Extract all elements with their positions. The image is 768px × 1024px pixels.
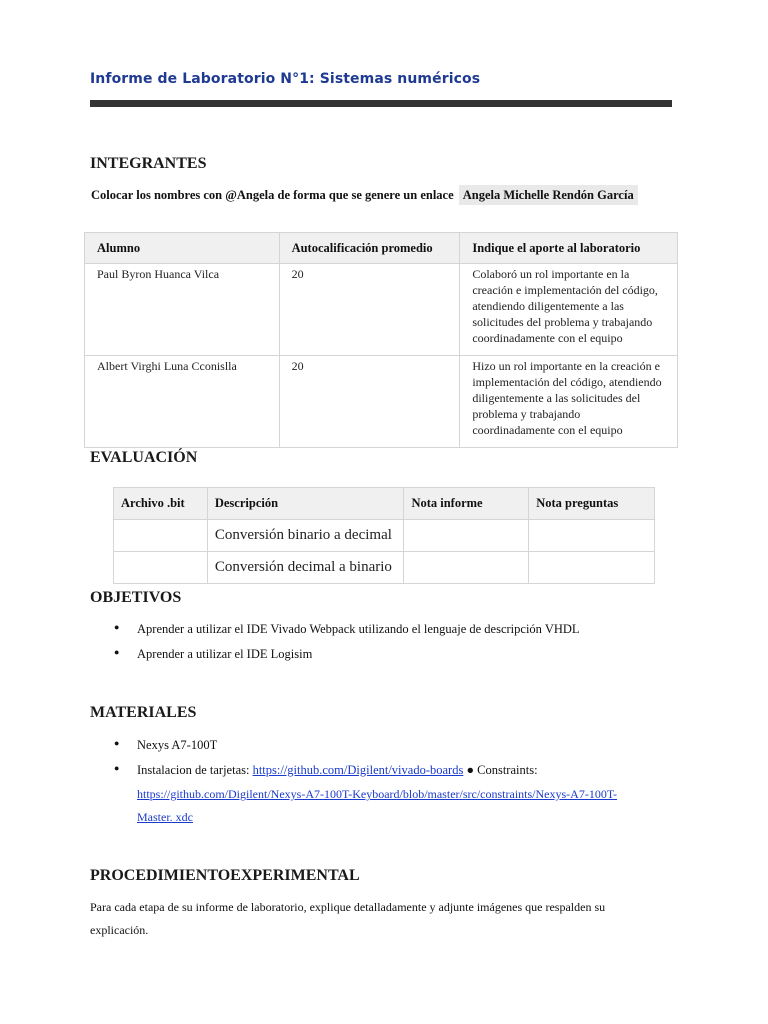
table-header-row (85, 233, 678, 264)
table-row (114, 552, 655, 584)
column-header: Autocalificación promedio (279, 233, 460, 264)
bullet-icon: ● (114, 763, 120, 773)
list-item (90, 622, 710, 647)
vivado-boards-link[interactable]: https://github.com/Digilent/vivado-boards (252, 763, 464, 777)
report-grade-cell (404, 552, 529, 584)
contribution-cell: Hizo un rol importante en la creación e implementación del código, atendiendo diligentemente a las solicitudes del problema y trabajando coordinadamente con el equipo (460, 356, 678, 448)
integrantes-heading: INTEGRANTES (90, 155, 207, 172)
grade-cell: 20 (279, 356, 460, 448)
table-row (85, 264, 678, 356)
bit-file-cell (114, 552, 208, 584)
table-row (85, 356, 678, 448)
materiales-heading: MATERIALES (90, 704, 197, 721)
bit-file-cell (114, 520, 208, 552)
document-title: Informe de Laboratorio N°1: Sistemas numéricos (90, 71, 481, 87)
title-rule (90, 100, 672, 107)
constraints-link-line2[interactable]: Master. xdc (137, 810, 193, 824)
student-name-cell: Paul Byron Huanca Vilca (85, 264, 280, 356)
materiales-list (90, 738, 710, 778)
column-header: Nota preguntas (529, 488, 655, 520)
list-item-text: Aprender a utilizar el IDE Logisim (137, 647, 313, 661)
contribution-cell: Colaboró un rol importante en la creación e implementación del código, atendiendo diligentemente a las solicitudes del problema y trabajando coordinadamente con el equipo (460, 264, 678, 356)
constraints-link-line1[interactable]: https://github.com/Digilent/Nexys-A7-100T-Keyboard/blob/master/src/constraints/Nexys-A7-100T- (137, 787, 618, 801)
integrantes-table (84, 232, 678, 448)
objetivos-heading: OBJETIVOS (90, 589, 182, 606)
procedimiento-text: Para cada etapa de su informe de laboratorio, explique detalladamente y adjunte imágenes que respalden su explicación. (90, 900, 606, 937)
column-header: Archivo .bit (114, 488, 208, 520)
report-grade-cell (404, 520, 529, 552)
list-item (90, 647, 710, 662)
description-cell: Conversión binario a decimal (207, 520, 404, 552)
instruction-text: Colocar los nombres con @Angela de forma que se genere un enlace (91, 188, 454, 202)
evaluacion-table (113, 487, 655, 584)
description-cell: Conversión decimal a binario (207, 552, 404, 584)
questions-grade-cell (529, 552, 655, 584)
objetivos-list (90, 622, 710, 662)
evaluacion-heading: EVALUACIÓN (90, 449, 198, 466)
list-item-text: Aprender a utilizar el IDE Vivado Webpack utilizando el lenguaje de descripción VHDL (137, 622, 580, 636)
column-header: Alumno (85, 233, 280, 264)
list-item-text: Instalacion de tarjetas: (137, 763, 250, 777)
bullet-icon: ● (114, 647, 120, 657)
column-header: Indique el aporte al laboratorio (460, 233, 678, 264)
student-name-cell: Albert Virghi Luna Cconislla (85, 356, 280, 448)
list-item (90, 738, 710, 763)
column-header: Nota informe (404, 488, 529, 520)
procedimiento-heading: PROCEDIMIENTOEXPERIMENTAL (90, 867, 360, 884)
integrantes-instruction (91, 188, 638, 203)
table-header-row (114, 488, 655, 520)
list-item (90, 763, 710, 778)
grade-cell: 20 (279, 264, 460, 356)
table-row (114, 520, 655, 552)
constraints-label: ● Constraints: (466, 763, 538, 777)
bullet-icon: ● (114, 738, 120, 748)
bullet-icon: ● (114, 622, 120, 632)
questions-grade-cell (529, 520, 655, 552)
list-item-text: Nexys A7-100T (137, 738, 218, 752)
column-header: Descripción (207, 488, 404, 520)
mention-chip[interactable]: Angela Michelle Rendón García (459, 185, 638, 205)
